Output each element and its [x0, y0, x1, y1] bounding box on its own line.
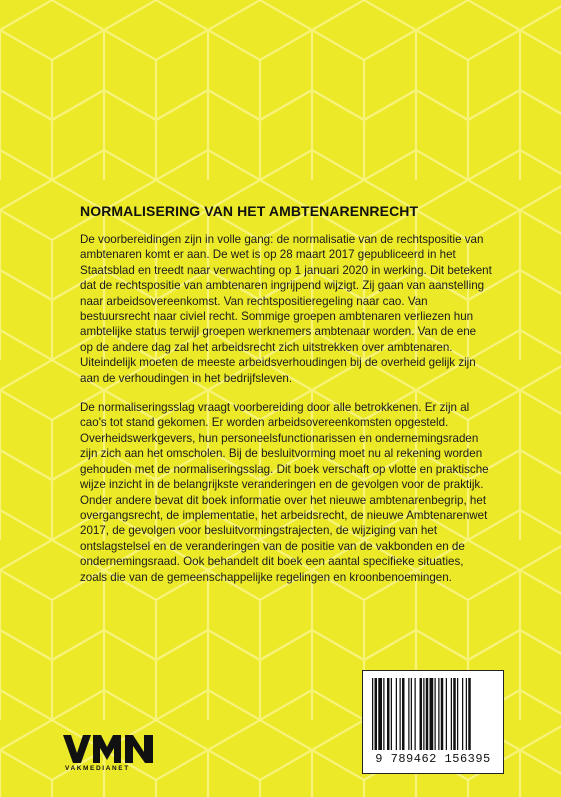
vakmedianet-logo [63, 735, 163, 775]
publisher-name: VAKMEDIANET [65, 765, 130, 772]
back-cover-title: NORMALISERING VAN HET AMBTENARENRECHT [80, 203, 419, 219]
vmn-logo-icon [63, 735, 159, 763]
isbn-barcode [362, 670, 504, 774]
isbn-number: 9 789462 156395 [375, 752, 491, 766]
back-cover-body [80, 232, 492, 599]
body-paragraph-1: De voorbereidingen zijn in volle gang: de normalisatie van de rechtspositie van ambtenaren komt er aan. De wet is op 28 maart 2017 gepubliceerd in het Staatsblad en treedt naar verwachting op 1 januari 2020 in werking. Dit betekent dat de rechtspositie van ambtenaren ingrijpend wijzigt. Zij gaan van aanstelling naar arbeidsovereenkomst. Van rechtspositieregeling naar cao. Van bestuursrecht naar civiel recht. Sommige groepen ambtenaren verliezen hun ambtelijke status terwijl groepen werknemers ambtenaar worden. Van de ene op de andere dag zal het arbeidsrecht zich uitstrekken over ambtenaren. Uiteindelijk moeten de meeste arbeidsverhoudingen bij de overheid gelijk zijn aan de verhoudingen in het bedrijfsleven. [80, 233, 492, 385]
body-paragraph-2: De normaliseringsslag vraagt voorbereiding door alle betrokkenen. Er zijn al cao's tot stand gekomen. Er worden arbeidsovereenkomsten opgesteld. Overheidswerkgevers, hun personeelsfunctionarissen en ondernemingsraden zijn zich aan het omscholen. Bij de besluitvorming moet nu al rekening worden gehouden met de normaliseringsslag. Dit boek verschaft op vlotte en praktische wijze inzicht in de belangrijkste veranderingen en de gevolgen voor de praktijk. Onder andere bevat dit boek informatie over het nieuwe ambtenarenbegrip, het overgangsrecht, de implementatie, het arbeidsrecht, de nieuwe Ambtenarenwet 2017, de gevolgen voor besluitvormingstrajecten, de wijziging van het ontslagstelsel en de veranderingen van de positie van de vakbonden en de ondernemingsraad. Ook behandelt dit boek een aantal specifieke situaties, zoals die van de gemeenschappelijke regelingen en kroonbenoemingen. [80, 401, 489, 584]
barcode-bars [372, 678, 494, 750]
